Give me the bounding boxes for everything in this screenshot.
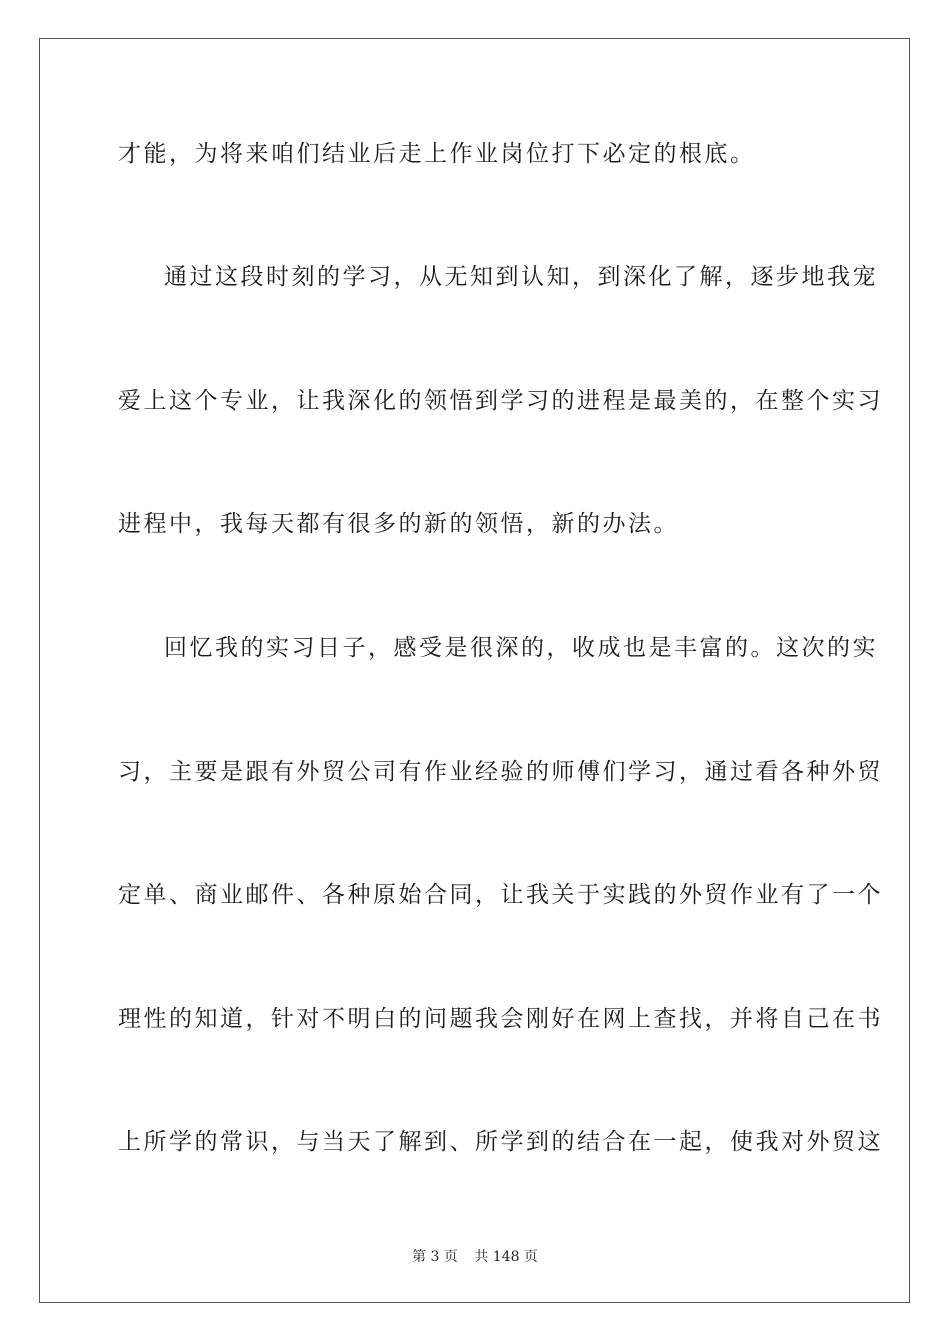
text-line: 才能，为将来咱们结业后走上作业岗位打下必定的根底。 [118, 141, 756, 167]
text-line: 定单、商业邮件、各种原始合同，让我关于实践的外贸作业有了一个 [118, 882, 883, 908]
text-line: 进程中，我每天都有很多的新的领悟，新的办法。 [118, 511, 679, 537]
page-border [39, 38, 910, 1303]
page-footer [0, 1248, 950, 1266]
paragraph-first-line: 回忆我的实习日子，感受是很深的，收成也是丰富的。这次的实 [164, 635, 878, 661]
paragraph-first-line: 通过这段时刻的学习，从无知到认知，到深化了解，逐步地我宠 [164, 264, 878, 290]
total-pages: 共 148 页 [474, 1249, 538, 1265]
text-line: 理性的知道，针对不明白的问题我会刚好在网上查找，并将自己在书 [118, 1006, 883, 1032]
page-number: 第 3 页 [412, 1249, 458, 1265]
text-line: 习，主要是跟有外贸公司有作业经验的师傅们学习，通过看各种外贸 [118, 759, 883, 785]
text-line: 上所学的常识，与当天了解到、所学到的结合在一起，使我对外贸这 [118, 1129, 883, 1155]
text-line: 爱上这个专业，让我深化的领悟到学习的进程是最美的，在整个实习 [118, 388, 883, 414]
